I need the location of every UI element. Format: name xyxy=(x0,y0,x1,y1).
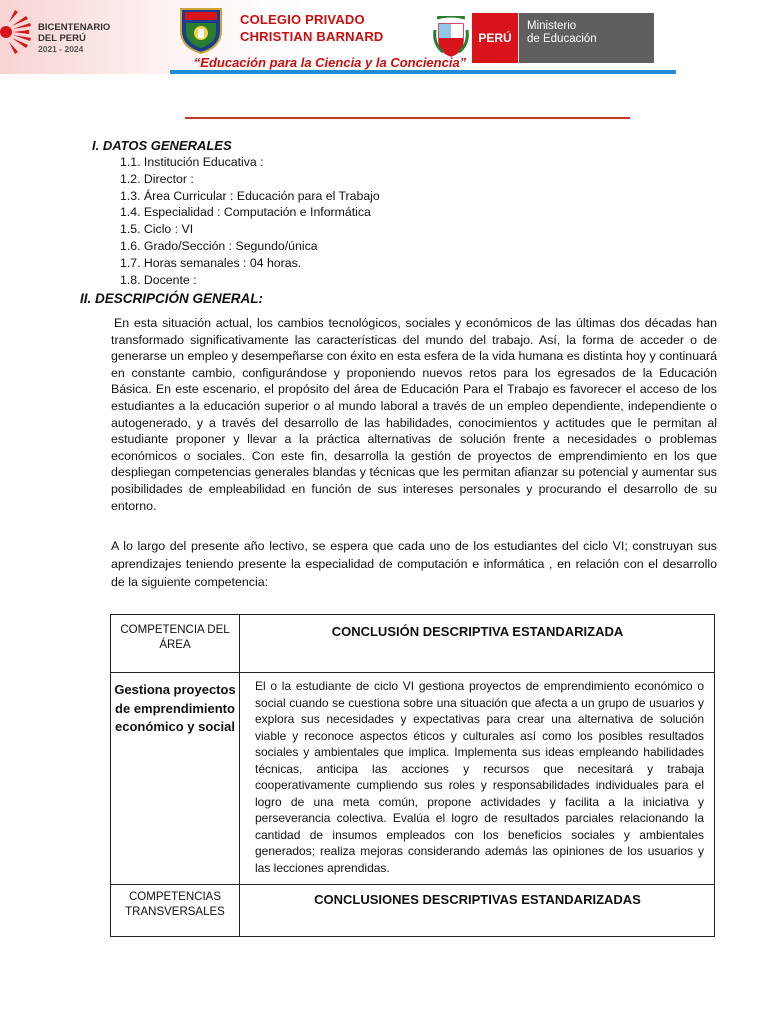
list-item: 1.7. Horas semanales : 04 horas. xyxy=(120,255,302,270)
school-name-line1: COLEGIO PRIVADO xyxy=(240,12,365,27)
peru-coat-of-arms-icon xyxy=(433,16,469,58)
list-item: 1.5. Ciclo : VI xyxy=(120,222,194,237)
ministry-line2: de Educación xyxy=(527,33,597,45)
bicentenario-sun-icon xyxy=(0,10,34,54)
descripcion-general-heading: II. DESCRIPCIÓN GENERAL: xyxy=(80,291,264,306)
table-row xyxy=(111,673,714,885)
bicentenario-years: 2021 - 2024 xyxy=(38,44,84,54)
peru-label: PERÚ xyxy=(472,13,518,63)
list-item: 1.3. Área Curricular : Educación para el Trabajo xyxy=(120,188,380,203)
school-slogan: “Educación para la Ciencia y la Conciencia” xyxy=(193,55,467,70)
table-column-divider xyxy=(239,615,240,936)
descripcion-paragraph-1: En esta situación actual, los cambios tecnológicos, sociales y económicos de las últimas dos décadas han transformado significativamente las características del mundo del trabajo. Así, la forma de acceder o de generarse un empleo y desempeñarse con éxito en esta esfera de la vida humana es distinta hoy y continuará en constante cambio, configurándose y proponiendo nuevos retos para los egresados de la Educación Básica. En este escenario, el propósito del área de Educación Para el Trabajo es favorecer el acceso de los estudiantes a la educación superior o al mundo laboral a través de un empleo dependiente, independiente o autogenerado, y a través del desarrollo de las habilidades, conocimientos y actitudes que le permitan al estudiante proponer y llevar a la práctica alternativas de solución frente a necesidades o problemas económicos o sociales. Con este fin, desarrolla la gestión de proyectos de emprendimiento en los que despliegan competencias generales blandas y técnicas que les permitan afianzar su potencial y aumentar sus posibilidades de empleabilidad en función de sus intereses personales y procurando el desarrollo de su entorno. xyxy=(111,316,717,513)
conclusion-header: CONCLUSIÓN DESCRIPTIVA ESTANDARIZADA xyxy=(331,624,624,639)
table-row-transversales xyxy=(111,885,714,936)
bicentenario-label xyxy=(38,22,128,55)
list-item: 1.6. Grado/Sección : Segundo/única xyxy=(120,238,318,253)
ministry-line1: Ministerio xyxy=(527,20,577,32)
list-item: 1.1. Institución Educativa : xyxy=(120,155,264,169)
competencia-table xyxy=(110,614,715,937)
school-crest-icon xyxy=(176,5,226,55)
competencia-name: Gestiona proyectos de emprendimiento económico y social xyxy=(114,682,236,734)
list-item: 1.8. Docente : xyxy=(120,272,197,287)
datos-generales-list xyxy=(120,154,520,288)
competencia-area-header: COMPETENCIA DEL ÁREA xyxy=(120,624,230,651)
transversales-conclusion-header: CONCLUSIONES DESCRIPTIVAS ESTANDARIZADAS xyxy=(314,892,641,907)
school-name xyxy=(240,11,430,45)
table-header-row xyxy=(111,615,714,673)
list-item: 1.4. Especialidad : Computación e Informática xyxy=(120,205,371,220)
title-underline xyxy=(185,117,630,119)
bicentenario-line1: BICENTENARIO xyxy=(38,22,111,33)
header-banner xyxy=(0,0,676,74)
descripcion-paragraph-2: A lo largo del presente año lectivo, se espera que cada uno de los estudiantes del ciclo VI; construyan sus aprendizajes teniendo presente la especialidad de computación e informática , en relación con el desarrollo de la siguiente competencia: xyxy=(111,539,717,589)
datos-generales-heading: I. DATOS GENERALES xyxy=(92,138,232,153)
competencia-description: El o la estudiante de ciclo VI gestiona proyectos de emprendimiento económico o social cuando se cuestiona sobre una situación que afecta a un grupo de usuarios y explora sus necesidades y expectativas para crear una alternativa de solución viable y reconoce aspectos éticos y culturales así como los posibles resultados sociales y ambientales que implica. Implementa sus ideas empleando habilidades técnicas, anticipa las acciones y recursos que necesitará y trabaja cooperativamente cumpliendo sus roles y responsabilidades individuales para el logro de una meta común, propone actividades y facilita a la iniciativa y perseverancia colectiva. Evalúa el logro de resultados parciales relacionando la cantidad de insumos empleados con los beneficios sociales y ambientales generados; realiza mejoras considerando además las opiniones de los usuarios y las lecciones aprendidas. xyxy=(255,679,704,875)
list-item: 1.2. Director : xyxy=(120,171,194,186)
school-name-line2: CHRISTIAN BARNARD xyxy=(240,29,384,44)
bicentenario-line2: DEL PERÚ xyxy=(38,33,86,44)
transversales-header: COMPETENCIAS TRANSVERSALES xyxy=(125,891,225,918)
